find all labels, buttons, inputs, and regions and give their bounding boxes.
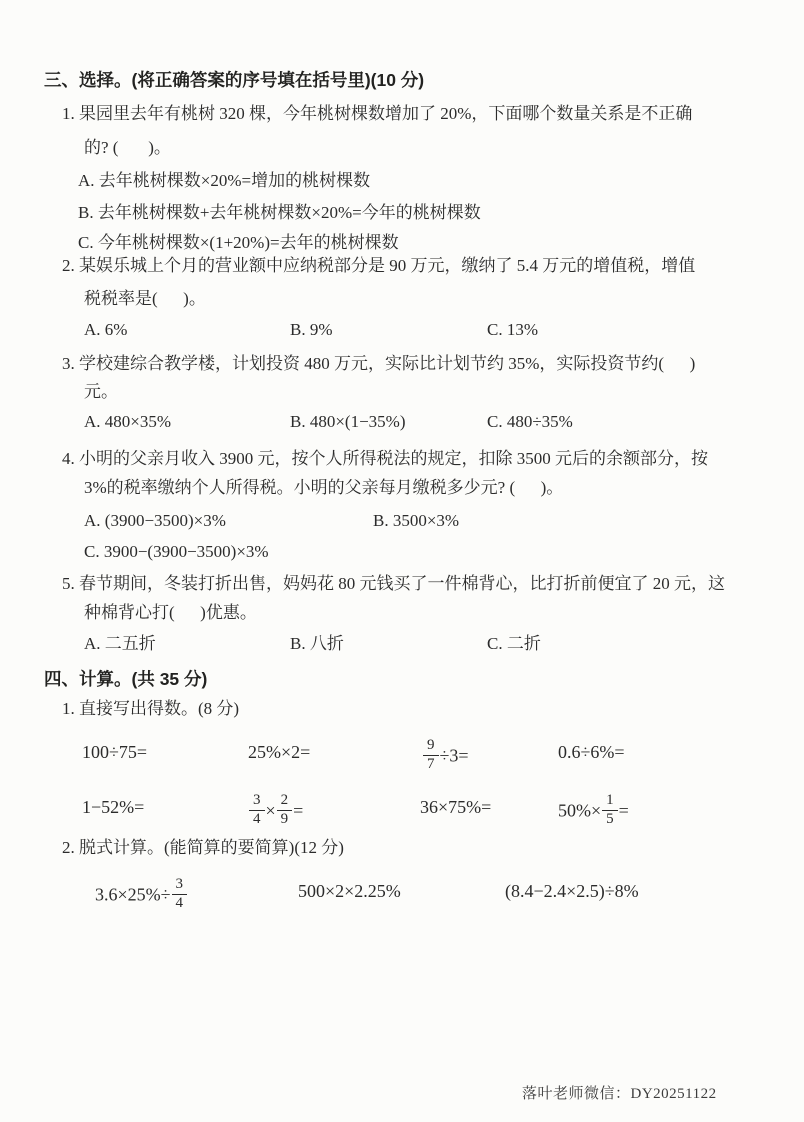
calc1-row2-expr2: $\frac{3}{4}$ × $\frac{2}{9}$ = bbox=[248, 795, 303, 830]
q2-option-c: C. 13% bbox=[487, 320, 538, 339]
q5-options-row bbox=[84, 632, 541, 656]
fraction: $\frac{3}{4}$ bbox=[249, 793, 265, 828]
q3-option-b: B. 480×(1−35%) bbox=[290, 412, 406, 431]
q5-option-a: A. 二五折 bbox=[84, 634, 156, 653]
q1-option-b: B. 去年桃树棵数+去年桃树棵数×20%=今年的桃树棵数 bbox=[78, 203, 481, 222]
calc1-row1-expr1: 100÷75= bbox=[82, 742, 148, 762]
fraction: $\frac{3}{4}$ bbox=[172, 877, 188, 912]
section4-heading: 四、计算。(共 35 分) bbox=[44, 669, 208, 689]
q5-line2: 种棉背心打( )优惠。 bbox=[84, 603, 257, 622]
fraction: $\frac{1}{5}$ bbox=[602, 793, 618, 828]
fraction: $\frac{2}{9}$ bbox=[277, 793, 293, 828]
calc1-row1-expr2: 25%×2= bbox=[248, 742, 311, 762]
fraction: $\frac{9}{7}$ bbox=[423, 738, 439, 773]
q3-option-c: C. 480÷35% bbox=[487, 412, 573, 431]
q4-line1: 4. 小明的父亲月收入 3900 元，按个人所得税法的规定，扣除 3500 元后的余额部分，按 bbox=[62, 449, 708, 468]
calc1-row1-expr4: 0.6÷6%= bbox=[558, 742, 625, 762]
footer-watermark: 落叶老师微信：DY20251122 bbox=[522, 1086, 717, 1102]
q1-option-c: C. 今年桃树棵数×(1+20%)=去年的桃树棵数 bbox=[78, 233, 399, 252]
q2-option-a: A. 6% bbox=[84, 320, 128, 339]
section3-heading: 三、选择。(将正确答案的序号填在括号里)(10 分) bbox=[44, 70, 425, 90]
q5-line1: 5. 春节期间，冬装打折出售，妈妈花 80 元钱买了一件棉背心，比打折前便宜了 20 元，这 bbox=[62, 574, 725, 593]
q2-option-b: B. 9% bbox=[290, 320, 333, 339]
calc2-expr3: (8.4−2.4×2.5)÷8% bbox=[505, 881, 639, 901]
q2-line2: 税税率是( )。 bbox=[84, 289, 206, 308]
q5-option-b: B. 八折 bbox=[290, 634, 344, 653]
calc2-expr1: 3.6×25%÷ $\frac{3}{4}$ bbox=[95, 879, 188, 914]
q3-line1: 3. 学校建综合教学楼，计划投资 480 万元，实际比计划节约 35%，实际投资节约( ) bbox=[62, 354, 696, 373]
calc1-row2-expr1: 1−52%= bbox=[82, 797, 145, 817]
q3-line2: 元。 bbox=[84, 382, 118, 401]
q2-line1: 2. 某娱乐城上个月的营业额中应纳税部分是 90 万元，缴纳了 5.4 万元的增值税，增值 bbox=[62, 256, 696, 275]
calc1-heading: 1. 直接写出得数。(8 分) bbox=[62, 699, 240, 718]
q4-option-a: A. (3900−3500)×3% bbox=[84, 511, 226, 530]
q3-options-row bbox=[84, 410, 573, 434]
q1-line1: 1. 果园里去年有桃树 320 棵，今年桃树棵数增加了 20%，下面哪个数量关系是不正确 bbox=[62, 104, 693, 123]
calc2-heading: 2. 脱式计算。(能简算的要简算)(12 分) bbox=[62, 838, 344, 857]
q2-options-row bbox=[84, 318, 538, 342]
q4-options-row bbox=[84, 509, 459, 533]
calc2-expr2: 500×2×2.25% bbox=[298, 881, 401, 901]
q1-line2: 的? ( )。 bbox=[84, 138, 171, 157]
calc1-row2-expr4: 50%× $\frac{1}{5}$ = bbox=[558, 792, 629, 827]
calc1-row1-expr3: $\frac{9}{7}$ ÷3= bbox=[422, 740, 469, 775]
q4-option-c: C. 3900−(3900−3500)×3% bbox=[84, 542, 269, 561]
q4-line2: 3%的税率缴纳个人所得税。小明的父亲每月缴税多少元? ( )。 bbox=[84, 478, 564, 497]
calc1-row2-expr3: 36×75%= bbox=[420, 797, 492, 817]
q1-option-a: A. 去年桃树棵数×20%=增加的桃树棵数 bbox=[78, 171, 371, 190]
q3-option-a: A. 480×35% bbox=[84, 412, 172, 431]
q5-option-c: C. 二折 bbox=[487, 634, 541, 653]
q4-option-b: B. 3500×3% bbox=[373, 511, 460, 530]
